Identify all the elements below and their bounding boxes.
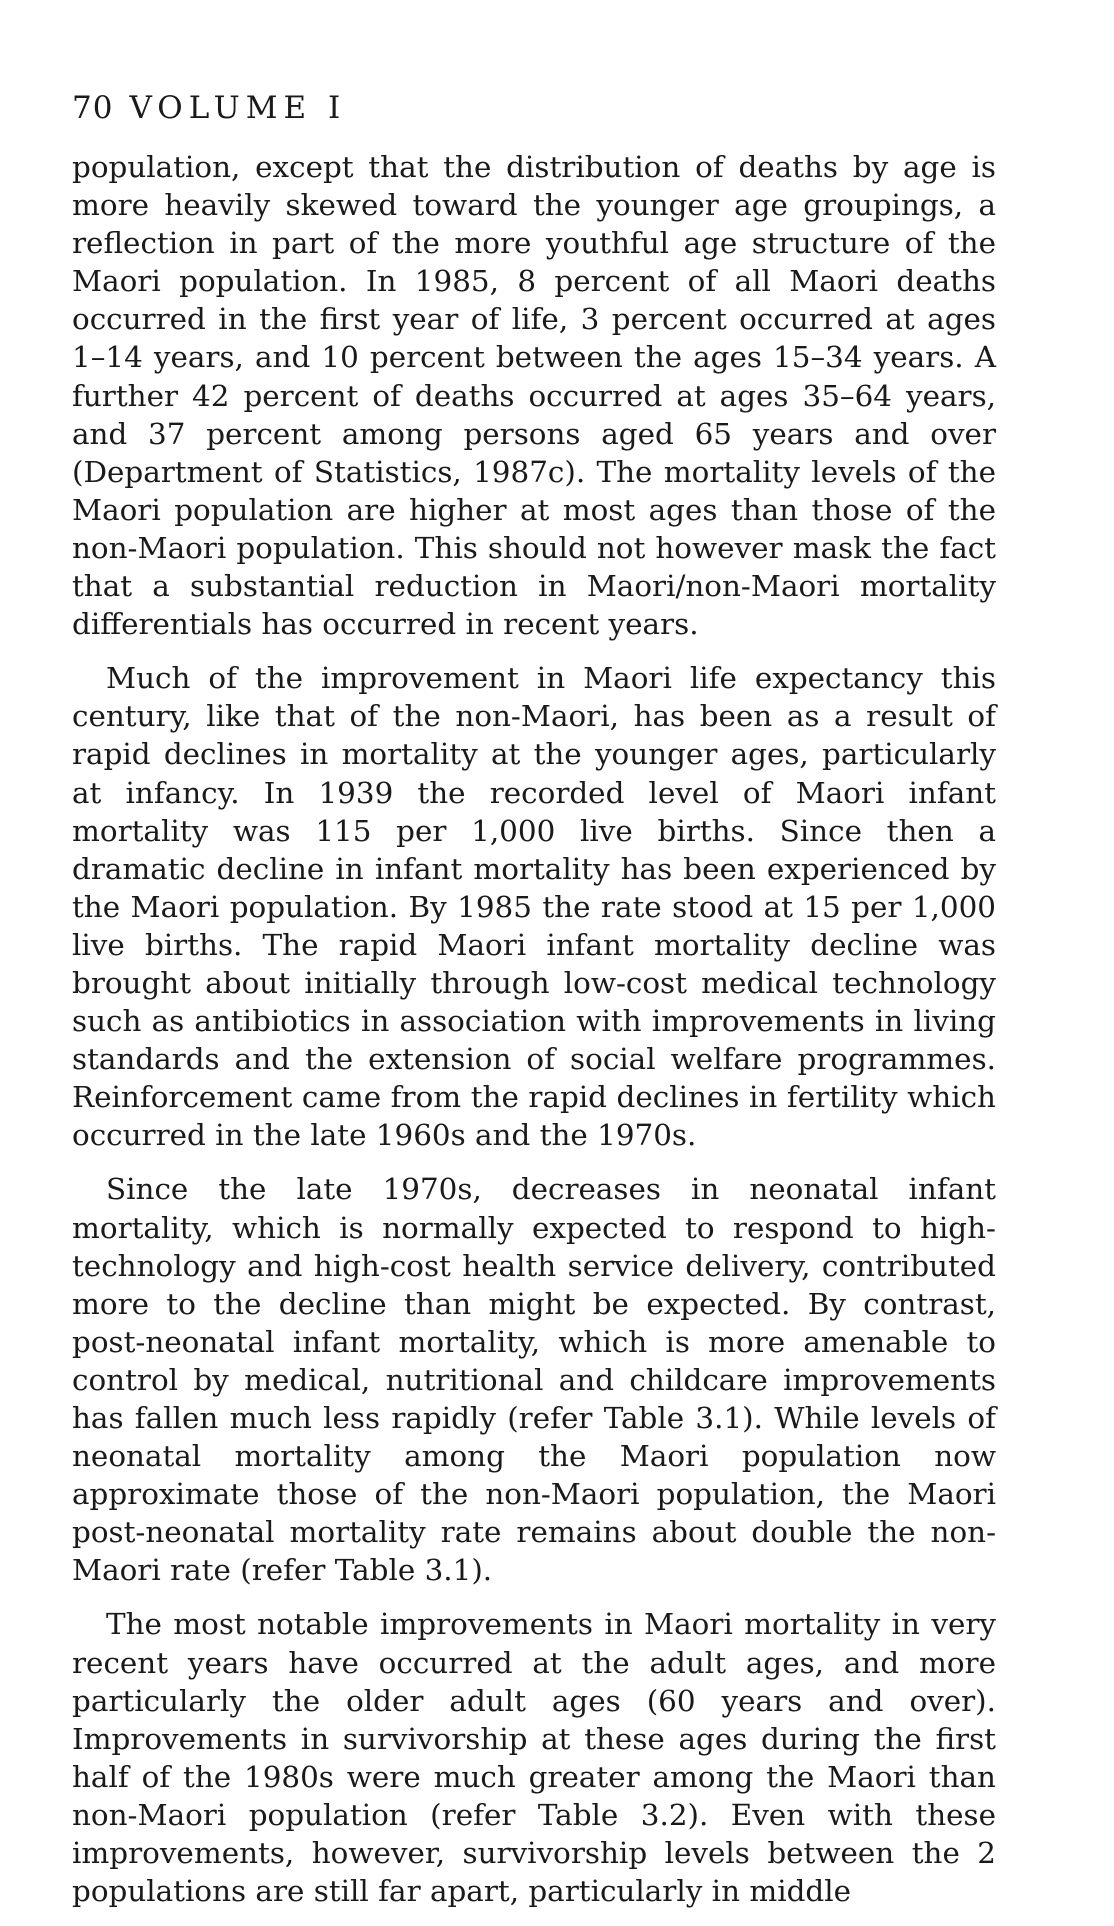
paragraph-mortality-distribution: population, except that the distribution of deaths by age is more heavily skewed toward the younger age groupings, a reflection in part of the more youthful age structure of the Maori population. In 1985, 8 percent of all Maori deaths occurred in the first year of life, 3 percent occurred at ages 1–14 years, and 10 percent between the ages 15–34 years. A further 42 percent of deaths occurred at ages 35–64 years, and 37 percent among persons aged 65 years and over (Department of Statistics, 1987c). The mortality levels of the Maori population are higher at most ages than those of the non-Maori population. This should not however mask the fact that a substantial reduction in Maori/non-Maori mortality differentials has occurred in recent years. [72, 150, 996, 642]
running-head [72, 88, 996, 128]
running-title: VOLUME I [129, 90, 347, 126]
paragraph-life-expectancy: Much of the improvement in Maori life expectancy this century, like that of the non-Maori, has been as a result of rapid declines in mortality at the younger ages, particularly at infancy. In 1939 the recorded level of Maori infant mortality was 115 per 1,000 live births. Since then a dramatic decline in infant mortality has been experienced by the Maori population. By 1985 the rate stood at 15 per 1,000 live births. The rapid Maori infant mortality decline was brought about initially through low-cost medical technology such as antibiotics in association with improvements in living standards and the extension of social welfare programmes. Reinforcement came from the rapid declines in fertility which occurred in the late 1960s and the 1970s. [72, 661, 996, 1153]
page-number: 70 [72, 90, 114, 126]
book-page [72, 88, 996, 1926]
paragraph-adult-mortality: The most notable improvements in Maori mortality in very recent years have occurred at the adult ages, and more particularly the older adult ages (60 years and over). Improvements in survivorship at these ages during the first half of the 1980s were much greater among the Maori than non-Maori population (refer Table 3.2). Even with these improvements, however, survivorship levels between the 2 populations are still far apart, particularly in middle [72, 1607, 996, 1909]
paragraph-neonatal-mortality: Since the late 1970s, decreases in neonatal infant mortality, which is normally expected to respond to high-technology and high-cost health service delivery, contributed more to the decline than might be expected. By contrast, post-neonatal infant mortality, which is more amenable to control by medical, nutritional and childcare improvements has fallen much less rapidly (refer Table 3.1). While levels of neonatal mortality among the Maori population now approximate those of the non-Maori population, the Maori post-neonatal mortality rate remains about double the non-Maori rate (refer Table 3.1). [72, 1172, 996, 1588]
